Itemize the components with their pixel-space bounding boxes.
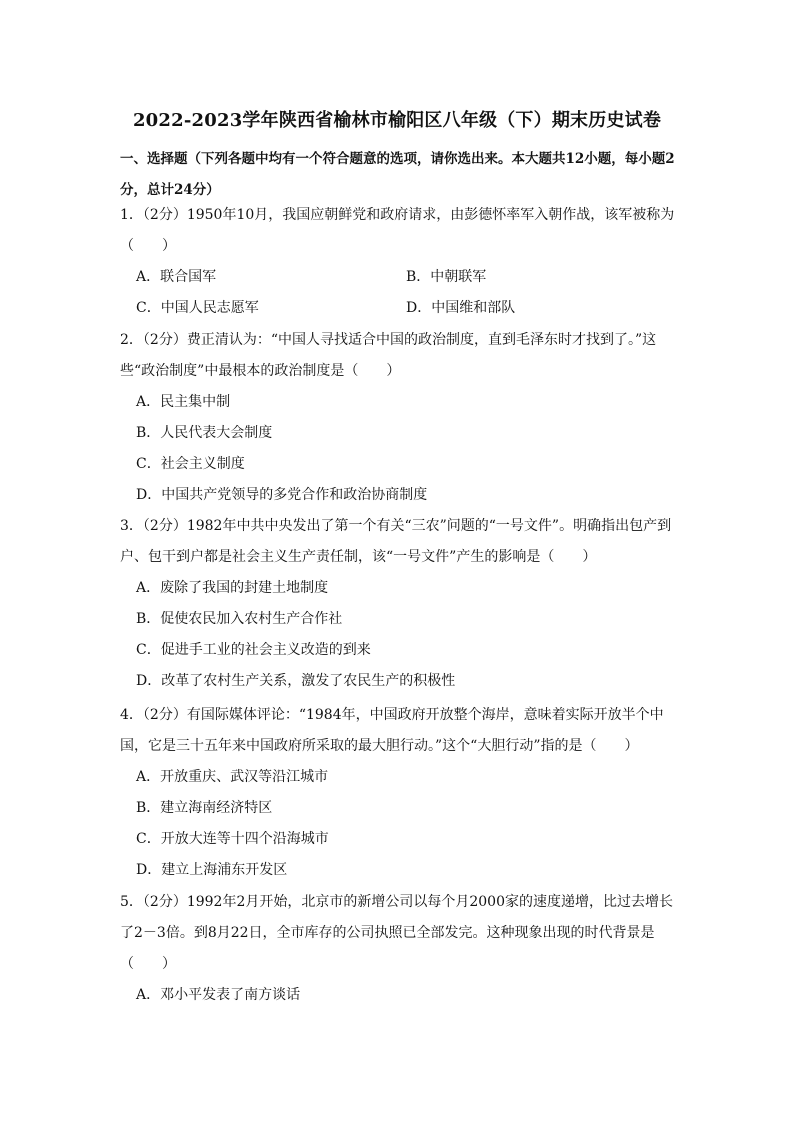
question-stem: 2．（2分）费正清认为：“中国人寻找适合中国的政治制度，直到毛泽东时才找到了。”这些“政治制度”中最根本的政治制度是（ ）: [120, 332, 657, 379]
options: [120, 980, 676, 1011]
option-a: A．联合国军: [136, 269, 217, 285]
question-5: [120, 887, 676, 1011]
section-heading: 一、选择题（下列各题中均有一个符合题意的选项，请你选出来。本大题共12小题，每小题2分，总计24分）: [120, 151, 675, 198]
option-d: D．中国维和部队: [406, 300, 516, 316]
question-2: [120, 325, 676, 511]
option-c: C．中国人民志愿军: [136, 300, 259, 316]
option-a: A．开放重庆、武汉等沿江城市: [136, 769, 329, 785]
option-d: D．建立上海浦东开发区: [136, 862, 288, 878]
options: [136, 262, 676, 324]
option-b: B．建立海南经济特区: [136, 800, 273, 816]
option-d: D．改革了农村生产关系，激发了农民生产的积极性: [136, 673, 456, 689]
question-3: [120, 511, 676, 697]
options: [120, 387, 676, 511]
option-c: C．开放大连等十四个沿海城市: [136, 831, 329, 847]
option-c: C．促进手工业的社会主义改造的到来: [136, 642, 371, 658]
options: [120, 762, 676, 886]
question-4: [120, 700, 676, 886]
option-a: A．邓小平发表了南方谈话: [136, 987, 301, 1003]
option-a: A．废除了我国的封建土地制度: [136, 580, 329, 596]
option-d: D．中国共产党领导的多党合作和政治协商制度: [136, 487, 428, 503]
question-stem: 3．（2分）1982年中共中央发出了第一个有关“三农”问题的“一号文件”。明确指出包产到户、包干到户都是社会主义生产责任制，该“一号文件”产生的影响是（ ）: [120, 518, 672, 565]
options: [120, 573, 676, 697]
exam-title: 2022-2023学年陕西省榆林市榆阳区八年级（下）期末历史试卷: [132, 110, 662, 131]
question-stem: 4．（2分）有国际媒体评论：“1984年，中国政府开放整个海岸，意味着实际开放半个中国，它是三十五年来中国政府所采取的最大胆行动。”这个“大胆行动”指的是（ ）: [120, 707, 664, 754]
question-stem: 5．（2分）1992年2月开始，北京市的新增公司以每个月2000家的速度递增，比过去增长了2－3倍。到8月22日，全市库存的公司执照已全部发完。这种现象出现的时代背景是（ ）: [120, 894, 673, 972]
question-1: [120, 200, 676, 324]
option-c: C．社会主义制度: [136, 456, 245, 472]
option-b: B．促使农民加入农村生产合作社: [136, 611, 343, 627]
question-stem: 1．（2分）1950年10月，我国应朝鲜党和政府请求，由彭德怀率军入朝作战，该军被称为（ ）: [120, 207, 675, 254]
option-a: A．民主集中制: [136, 394, 231, 410]
option-b: B．中朝联军: [406, 269, 487, 285]
option-b: B．人民代表大会制度: [136, 425, 273, 441]
